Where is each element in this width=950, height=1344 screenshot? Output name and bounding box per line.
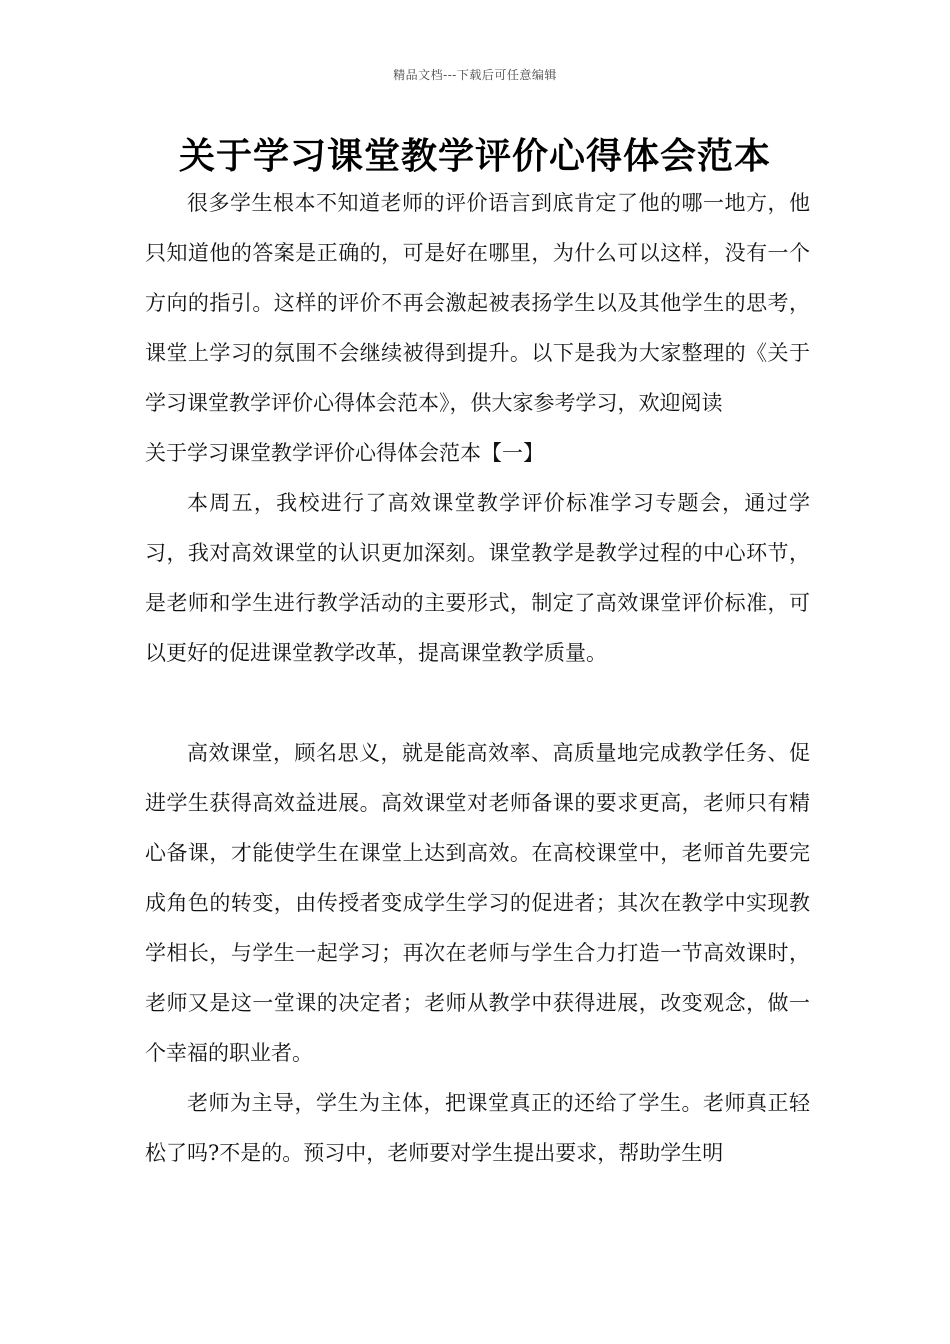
document-body <box>145 178 810 1178</box>
body-paragraph-3: 老师为主导，学生为主体，把课堂真正的还给了学生。老师真正轻松了吗?不是的。预习中，老师要对学生提出要求，帮助学生明 <box>145 1091 810 1165</box>
intro-paragraph: 很多学生根本不知道老师的评价语言到底肯定了他的哪一地方，他只知道他的答案是正确的，可是好在哪里，为什么可以这样，没有一个方向的指引。这样的评价不再会激起被表扬学生以及其他学生的思考，课堂上学习的氛围不会继续被得到提升。以下是我为大家整理的《关于学习课堂教学评价心得体会范本》，供大家参考学习，欢迎阅读 <box>145 191 810 415</box>
document-title: 关于学习课堂教学评价心得体会范本 <box>178 136 771 177</box>
header-note: 精品文档---下载后可任意编辑 <box>393 68 557 82</box>
paragraph-spacer <box>145 678 810 728</box>
section-heading: 关于学习课堂教学评价心得体会范本【一】 <box>145 441 544 465</box>
body-paragraph-1: 本周五，我校进行了高效课堂教学评价标准学习专题会，通过学习，我对高效课堂的认识更加深刻。课堂教学是教学过程的中心环节，是老师和学生进行教学活动的主要形式，制定了高效课堂评价标准，可以更好的促进课堂教学改革，提高课堂教学质量。 <box>145 491 810 665</box>
body-paragraph-2: 高效课堂，顾名思义，就是能高效率、高质量地完成教学任务、促进学生获得高效益进展。高效课堂对老师备课的要求更高，老师只有精心备课，才能使学生在课堂上达到高效。在高校课堂中，老师首先要完成角色的转变，由传授者变成学生学习的促进者；其次在教学中实现教学相长，与学生一起学习；再次在老师与学生合力打造一节高效课时，老师又是这一堂课的决定者；老师从教学中获得进展，改变观念，做一个幸福的职业者。 <box>145 741 810 1065</box>
